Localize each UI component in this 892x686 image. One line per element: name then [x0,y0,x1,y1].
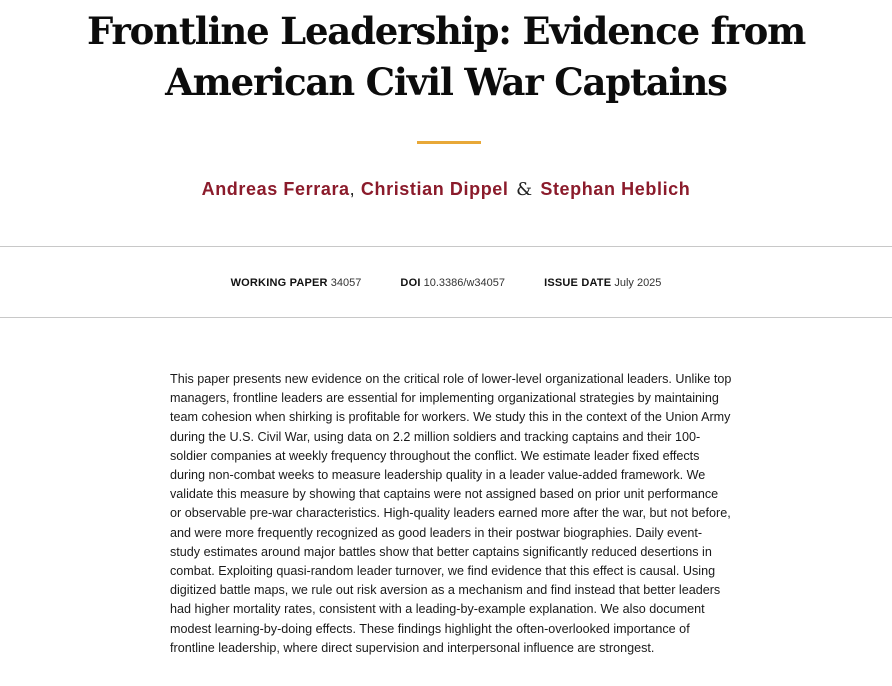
issue-date-label: ISSUE DATE [544,277,612,289]
issue-date [544,276,661,290]
accent-divider [417,141,481,144]
working-paper-number [231,276,362,290]
author-ampersand: & [516,179,533,200]
doi [400,276,505,290]
author-separator: , [349,179,356,199]
author-link-ferrara[interactable]: Andreas Ferrara [201,179,350,199]
doi-label: DOI [400,277,421,289]
abstract-text: This paper presents new evidence on the critical role of lower-level organizational leaders. Unlike top managers, frontline leaders are essential for implementing organizational strategies by maintaining team cohesion when shirking is profitable for workers. We study this in the context of the Union Army during the U.S. Civil War, using data on 2.2 million soldiers and tracking captains and their 100-soldier companies at weekly frequency throughout the conflict. We estimate leader fixed effects during non-combat weeks to measure leadership quality in a leader value-added framework. We validate this measure by showing that captains were not assigned based on prior unit performance or observable pre-war characteristics. High-quality leaders earned more after the war, but not before, and were more frequently recognized as good leaders in their postwar biographies. Daily event-study estimates around major battles show that better captains significantly reduced desertions in combat. Exploiting quasi-random leader turnover, we find evidence that this effect is causal. Using digitized battle maps, we rule out risk aversion as a mechanism and find instead that better leaders had higher mortality rates, consistent with a leading-by-example explanation. We also document modest learning-by-doing effects. These findings highlight the often-overlooked importance of frontline leadership, where direct supervision and interpersonal influence are strongest. [170,372,732,655]
doi-value: 10.3386/w34057 [423,277,505,289]
author-link-heblich[interactable]: Stephan Heblich [540,179,691,199]
paper-metadata-row [0,276,892,290]
author-list [0,177,892,202]
paper-title: Frontline Leadership: Evidence from American Civil War Captains [86,9,806,104]
author-link-dippel[interactable]: Christian Dippel [360,179,509,199]
paper-metadata-band [0,246,892,318]
working-paper-value: 34057 [330,277,362,289]
issue-date-value: July 2025 [614,277,662,289]
working-paper-label: WORKING PAPER [230,277,328,289]
